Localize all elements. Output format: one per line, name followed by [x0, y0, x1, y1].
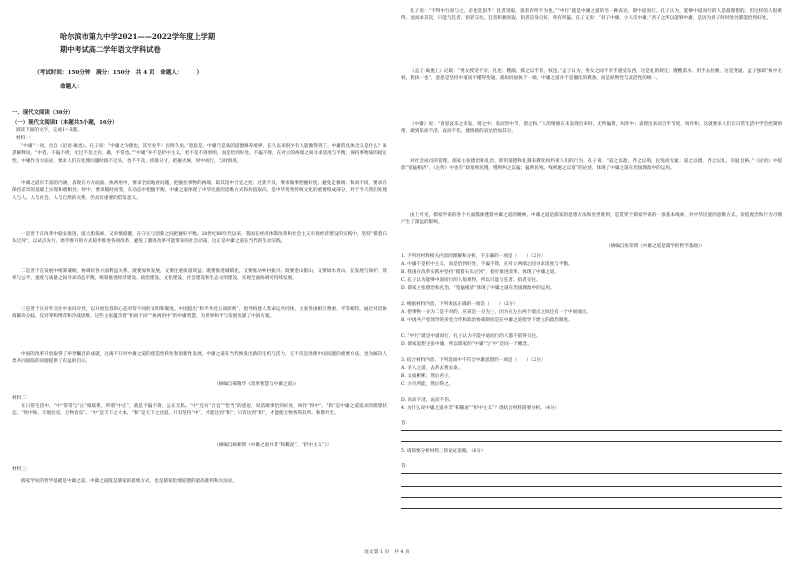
- answer-line[interactable]: [401, 441, 782, 442]
- question-3: 3. 结合材料内容，下列选项中不符合中庸思想的一项是（ ）（2分）: [401, 358, 546, 363]
- question-1-option-c: C. 孔子认为能够中道而行的人很难得，所以只能与狂者、狷者交往。: [401, 278, 541, 283]
- question-2-option-b: B. 中国共产党领导的多党合作和政治协商制度是在中庸之道指导下建立的政治制度。: [401, 318, 573, 323]
- citation-1: （摘编自郝敬华《改革智慧与中庸之道》）: [214, 382, 299, 387]
- intro-text: 阅读下面的文字，完成1～5题。: [16, 128, 82, 133]
- answer-label-5: 答：: [401, 464, 411, 469]
- question-2: 2. 根据材料内容，下列说法正确的一项是（ ）（2分）: [401, 302, 518, 307]
- question-1-option-a: A. 中庸不是折中主义，而是恰到好处、不偏不倚，在对立两端之间寻求适度与平衡。: [401, 262, 573, 267]
- question-3-option-c: C. 力尽所能，然后得之。: [401, 382, 454, 387]
- material-1-label: 材料一：: [16, 136, 35, 141]
- material-3-para-3: 《孟子·离娄上》记载：“男女授受不亲，礼也；嫂溺，援之以手者，权也。”孟子认为，男女之间不亲手递受东西，这是礼的规定；嫂嫂落水，用手去拉她，这是变通。孟子强调“执中无权，犹执一也”，意思是坚持中道而不懂得变通，就如同固执于一端。中庸之道并不是僵化的教条，而是原则性与灵活性的统一。: [401, 69, 782, 82]
- citation-3: （摘编自张荣明《中庸之道是儒学的哲学基础》）: [606, 244, 705, 249]
- material-1-para-2: 中庸之道有丰富的内涵，表现在方方面面。执两用中，要求全面地看问题，把握住事物的两端，取其适中合宜之处；过犹不及，要求做事把握好度，避免走极端；和而不同，要求在保持差异的基础上实现和谐相处；时中，要求随时而变，在动态中把握平衡。中庸之道体现了中华民族的思维方式和价值取向，是中华优秀传统文化的重要组成部分，对于今天我们处理人与人、人与社会、人与自然的关系，仍具有重要的借鉴意义。: [12, 181, 387, 201]
- author-label: 命题人：: [60, 84, 83, 90]
- question-1-option-d: D. 儒家主张德治和礼治，“宽猛相济”体现了中庸之道在治国理政中的运用。: [401, 286, 555, 291]
- section-heading: 一、现代文阅读（36分）: [12, 110, 74, 116]
- answer-line[interactable]: [401, 430, 782, 431]
- exam-info: （考试时间：150分钟 满分：150分 共 4 页 命题人： ）: [34, 70, 203, 76]
- subsection-heading: （一）现代文阅读Ⅰ（本题共5小题，16分）: [12, 120, 118, 126]
- answer-line[interactable]: [401, 497, 782, 498]
- material-1-para-6: 中国的改革开放取得了举世瞩目的成就，这离不开对中庸之道的创造性转化和创新性发展。中庸之道在当代焕发出新的生机与活力，它不仅是处理中国问题的重要方法，也为解决人类共同面临的问题提供了有益的启示。: [12, 352, 387, 365]
- question-3-option-a: A. 圣人之道，去甚去奢去泰。: [401, 366, 463, 371]
- question-3-option-b: B. 文质彬彬，然后君子。: [401, 374, 454, 379]
- answer-line[interactable]: [401, 473, 782, 474]
- material-3-para-5: 对社会成员的管理，儒家主张德治和礼治，即用道德和礼制来教化和约束人们的行为。孔子说：“道之以政，齐之以刑，民免而无耻；道之以德，齐之以礼，有耻且格。”《论语》中提倡“宽猛相济”，《左传》中也有“政宽则民慢，慢则纠之以猛；猛则民残，残则施之以宽”的论述，体现了中庸之道在治国理政中的运用。: [401, 159, 782, 172]
- material-3-para-6: 由上可见，儒家学说的各个方面都渗透着中庸之道的精神。中庸之道是儒家的思想方法和处世准则，是贯穿于儒家学说的一条基本线索，对中华民族的思维方式、价值观念和行为习惯产生了深远的影响。: [401, 213, 782, 226]
- material-2-para: 在日常生活中，“中”常常与“正”相联系，所谓“中正”，就是不偏不倚、公正无私。“中”还有“合宜”“恰当”的意思，说话做事恰到好处，叫作“得中”。“和”是中庸之道追求的理想状态，“致中和，天地位焉，万物育焉”。“中”是天下之大本，“和”是天下之达道。只有坚持“中”，才能达到“和”；只有达到“和”，才能使万物各得其所、和谐共生。: [12, 404, 387, 417]
- material-2-label: 材料二：: [12, 396, 31, 401]
- question-2-option-d: D. 儒家思想主张中庸，所以儒家的“中庸”与“中”是同一个概念。: [401, 342, 532, 347]
- question-4: 4. 为什么说中庸之道并非“和稀泥”“折中主义”？请结合材料简要分析。（4分）: [401, 406, 560, 411]
- school-title: 哈尔滨市第九中学2021——2022学年度上学期: [60, 32, 216, 41]
- exam-title: 期中考试高二学年语文学科试卷: [60, 45, 161, 54]
- citation-2: （摘编自杨朝明《中庸之道并非“和稀泥”、“折中主义”》）: [214, 443, 332, 448]
- question-2-option-a: A. 把事物一分为二是不对的，应该是一分为三，因为在左右两个端点之间还有一个中间端点。: [401, 310, 591, 315]
- material-3-para-4: 《中庸》说：“喜怒哀乐之未发，谓之中；发而皆中节，谓之和。”人的情感在未表现出来时，无所偏倚，叫作中；表现出来而合乎节度，叫作和。这就要求人们在日常生活中学会控制情绪，做到乐而不淫、哀而不伤，使情感的表达恰如其分。: [401, 122, 782, 135]
- question-1: 1. 下列对材料相关内容的理解和分析，不正确的一项是（ ）（2分）: [401, 254, 546, 259]
- question-3-option-d: D. 乐而不淫，哀而不伤。: [401, 398, 454, 403]
- answer-line[interactable]: [401, 486, 782, 487]
- page-footer: 语文第 1 页 共 4 页: [364, 550, 410, 555]
- question-1-option-b: B. 我国在改革实践中坚持“摸着石头过河”，稳步推进改革，体现了中庸之道。: [401, 270, 559, 275]
- answer-label-4: 答：: [401, 421, 411, 426]
- answer-line[interactable]: [401, 508, 782, 509]
- material-3-para-2: 孔子说：“不得中行而与之，必也狂狷乎！狂者进取，狷者有所不为也。”“中行”就是中庸之道的另一种表达，即中道而行。孔子认为，能够中道而行的人是最理想的，但这样的人很难得，退而求其次，只能与狂者、狷者交往。狂者积极进取，狷者洁身自好，各有所偏。孔子又说：“君子中庸，小人反中庸。”君子之所以能够中庸，是因为君子时时处处都能恰到好处。: [401, 9, 782, 22]
- question-2-option-c: C. “中行”就是中道而行，孔子认为不能中道而行的人都不值得交往。: [401, 334, 541, 339]
- material-1-para-1: “中庸”一词，出自《论语·雍也》。孔子说：“中庸之为德也，其至矣乎！民鲜久矣。”意思是，中庸乃是高的道德修养境界，长久以来很少有人能做得到了。中庸的具体含义是什么？朱熹解释说，“中者，不偏不倚，无过不及之名；庸，平常也。”“中庸”并不是折中主义，更不是不讲原则，而是恰到好处、不偏不倚，在对立的两端之间寻求适度与平衡，保持事物质的稳定性。中庸作为方法论，要求人们在处理问题时既不过头，也不不及，找准分寸，把握火候，时中而行，与时俱进。: [12, 144, 387, 164]
- material-1-para-3: 一是善于在改革中稳妥推进，既大胆探索，又审慎稳健，在守正与创新之间把握好平衡。20世纪80年代以来，我国在经济体制改革和社会主义市场经济建设的实践中，坚持“摸着石头过河”，以试点先行、逐步推开的方式稳步推进各项改革，避免了激进改革可能带来的社会动荡，这正是中庸之道在当代的生动实践。: [12, 232, 387, 245]
- question-5: 5. 请简要分析材料三的论证思路。（6分）: [401, 449, 486, 454]
- material-1-para-4: 二是善于在发展中统筹兼顾，协调好各方面利益关系。既要加快发展，又要注重质量效益；既要推进城镇化，又要推动乡村振兴；既要金山银山，又要绿水青山。在发展与保护、效率与公平、速度与质量之间寻求动态平衡，统筹推进经济建设、政治建设、文化建设、社会建设和生态文明建设，实现全面协调可持续发展。: [12, 269, 387, 282]
- material-1-para-5: 三是善于在对外交往中求同存异，以开放包容的心态对待不同的文明和制度。中国提出“和平共处五项原则”，倡导构建人类命运共同体，主张各国相互尊重、平等相待，通过对话协商解决分歧，反对零和博弈和冷战思维，这些主张蕴含着“和而不同”“执两用中”的中庸智慧，为世界和平与发展贡献了中国方案。: [12, 307, 387, 320]
- material-3-label: 材料三：: [12, 467, 31, 472]
- material-3-para-1: 儒家学说的哲学基础是中庸之道，中庸之道既是儒家的思维方式，也是儒家伦理道德的最高准则和方法论。: [21, 479, 237, 484]
